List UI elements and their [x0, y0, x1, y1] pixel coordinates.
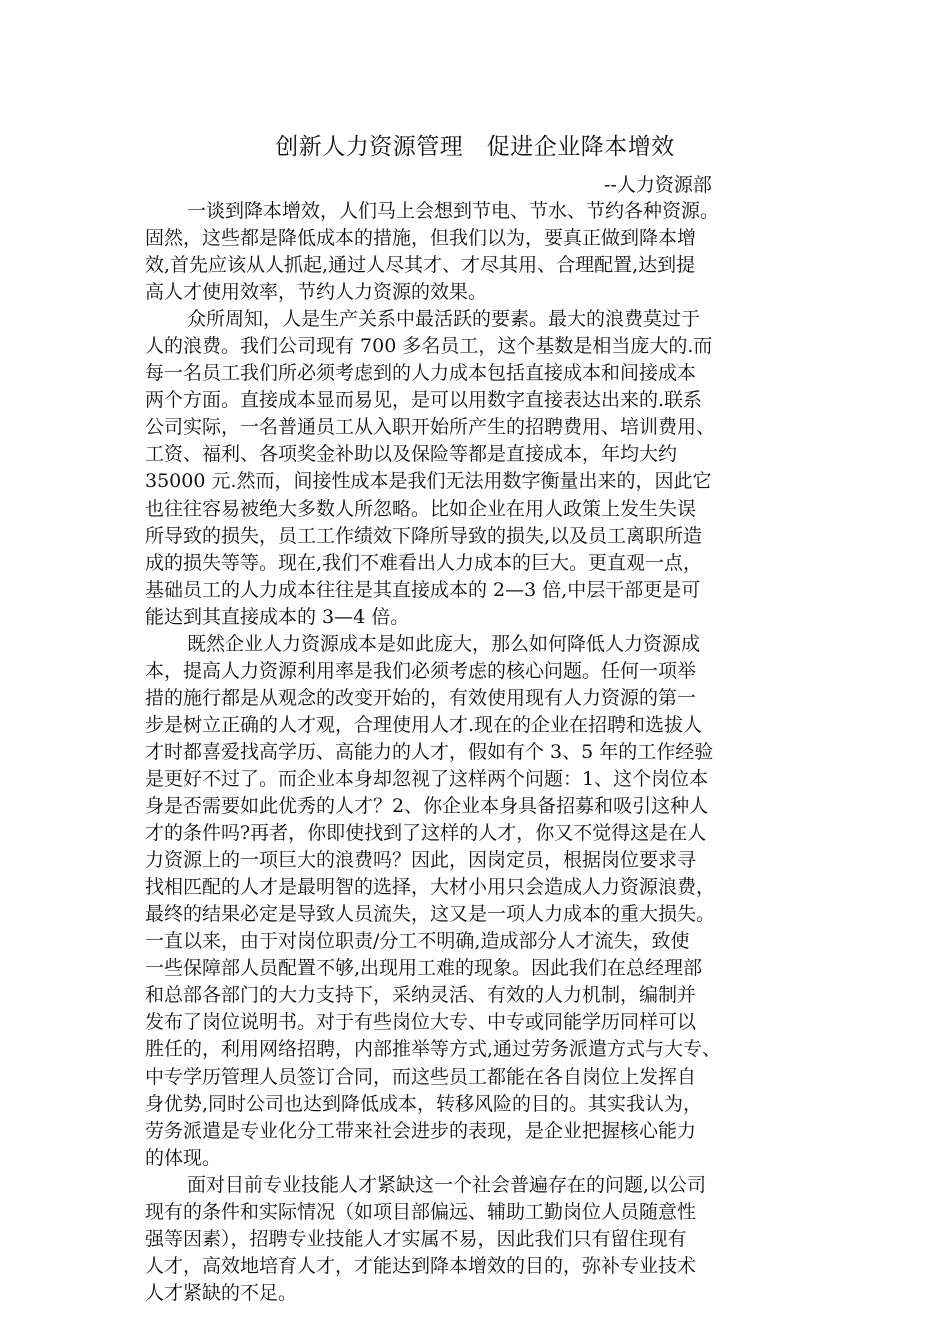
paragraph-line: 是更好不过了。而企业本身却忽视了这样两个问题：1、这个岗位本 — [145, 767, 709, 790]
paragraph-line: 本，提高人力资源利用率是我们必须考虑的核心问题。任何一项举 — [145, 659, 697, 682]
document-title: 创新人力资源管理 促进企业降本增效 — [275, 134, 675, 160]
paragraph-line: 成的损失等等。现在,我们不难看出人力成本的巨大。更直观一点， — [145, 551, 703, 574]
paragraph-line: 人才紧缺的不足。 — [145, 1281, 298, 1304]
paragraph-line: 两个方面。直接成本显而易见，是可以用数字直接表达出来的.联系 — [145, 389, 703, 412]
paragraph-line: 找相匹配的人才是最明智的选择，大材小用只会造成人力资源浪费， — [145, 876, 716, 899]
paragraph-line: 能达到其直接成本的 3—4 倍。 — [145, 605, 410, 628]
paragraph-line: 中专学历管理人员签订合同，而这些员工都能在各自岗位上发挥自 — [145, 1065, 697, 1088]
paragraph-line: 强等因素），招聘专业技能人才实属不易，因此我们只有留住现有 — [145, 1227, 687, 1250]
paragraph-line: 所导致的损失，员工工作绩效下降所导致的损失,以及员工离职所造 — [145, 524, 703, 547]
paragraph — [145, 306, 825, 631]
paragraph — [145, 198, 825, 306]
paragraph-line: 一些保障部人员配置不够,出现用工难的现象。因此我们在总经理部 — [145, 957, 703, 980]
paragraph-line: 才时都喜爱找高学历、高能力的人才，假如有个 3、5 年的工作经验 — [145, 740, 714, 763]
paragraph-line: 力资源上的一项巨大的浪费吗？因此，因岗定员，根据岗位要求寻 — [145, 849, 697, 872]
paragraph-line: 身优势,同时公司也达到降低成本，转移风险的目的。其实我认为， — [145, 1092, 703, 1115]
paragraph-line: 一直以来，由于对岗位职责/分工不明确,造成部分人才流失，致使 — [145, 930, 690, 953]
paragraph-line: 效,首先应该从人抓起,通过人尽其才、才尽其用、合理配置,达到提 — [145, 254, 696, 277]
paragraph — [145, 631, 825, 1172]
paragraph-line: 公司实际，一名普通员工从入职开始所产生的招聘费用、培训费用、 — [145, 416, 716, 439]
document-body — [145, 198, 825, 1307]
paragraph-line: 工资、福利、各项奖金补助以及保险等都是直接成本，年均大约 — [145, 443, 678, 466]
paragraph-line: 胜任的，利用网络招聘，内部推举等方式,通过劳务派遣方式与大专、 — [145, 1038, 722, 1061]
paragraph-line: 才的条件吗?再者，你即使找到了这样的人才，你又不觉得这是在人 — [145, 822, 707, 845]
paragraph-first-line: 众所周知，人是生产关系中最活跃的要素。最大的浪费莫过于 — [187, 308, 701, 331]
paragraph-line: 最终的结果必定是导致人员流失，这又是一项人力成本的重大损失。 — [145, 903, 716, 926]
paragraph-first-line: 一谈到降本增效，人们马上会想到节电、节水、节约各种资源。 — [187, 200, 720, 222]
paragraph-first-line: 既然企业人力资源成本是如此庞大，那么如何降低人力资源成 — [187, 632, 701, 655]
paragraph-line: 和总部各部门的大力支持下，采纳灵活、有效的人力机制，编制并 — [145, 984, 697, 1007]
paragraph-line: 固然，这些都是降低成本的措施，但我们以为，要真正做到降本增 — [145, 227, 697, 250]
paragraph-line: 也往往容易被绝大多数人所忽略。比如企业在用人政策上发生失误 — [145, 497, 697, 520]
paragraph-line: 人才，高效地培育人才，才能达到降本增效的目的，弥补专业技术 — [145, 1254, 697, 1277]
paragraph-line: 的体现。 — [145, 1146, 222, 1169]
paragraph-line: 劳务派遣是专业化分工带来社会进步的表现，是企业把握核心能力 — [145, 1119, 697, 1142]
paragraph-line: 高人才使用效率，节约人力资源的效果。 — [145, 281, 488, 304]
paragraph-line: 措的施行都是从观念的改变开始的，有效使用现有人力资源的第一 — [145, 686, 697, 709]
paragraph-first-line: 面对目前专业技能人才紧缺这一个社会普遍存在的问题,以公司 — [187, 1173, 707, 1196]
paragraph-line: 发布了岗位说明书。对于有些岗位大专、中专或同能学历同样可以 — [145, 1011, 697, 1034]
paragraph-line: 身是否需要如此优秀的人才？2、你企业本身具备招募和吸引这种人 — [145, 795, 709, 818]
paragraph-line: 每一名员工我们所必须考虑到的人力成本包括直接成本和间接成本 — [145, 362, 697, 385]
paragraph-line: 人的浪费。我们公司现有 700 多名员工，这个基数是相当庞大的.而 — [145, 335, 713, 358]
paragraph-line: 现有的条件和实际情况（如项目部偏远、辅助工勤岗位人员随意性 — [145, 1200, 697, 1223]
paragraph-line: 步是树立正确的人才观，合理使用人才.现在的企业在招聘和选拔人 — [145, 713, 703, 736]
department-signature: --人力资源部 — [604, 174, 712, 196]
paragraph-line: 基础员工的人力成本往往是其直接成本的 2—3 倍,中层干部更是可 — [145, 578, 701, 601]
paragraph — [145, 1172, 825, 1307]
paragraph-line: 35000 元.然而，间接性成本是我们无法用数字衡量出来的，因此它 — [145, 470, 712, 493]
